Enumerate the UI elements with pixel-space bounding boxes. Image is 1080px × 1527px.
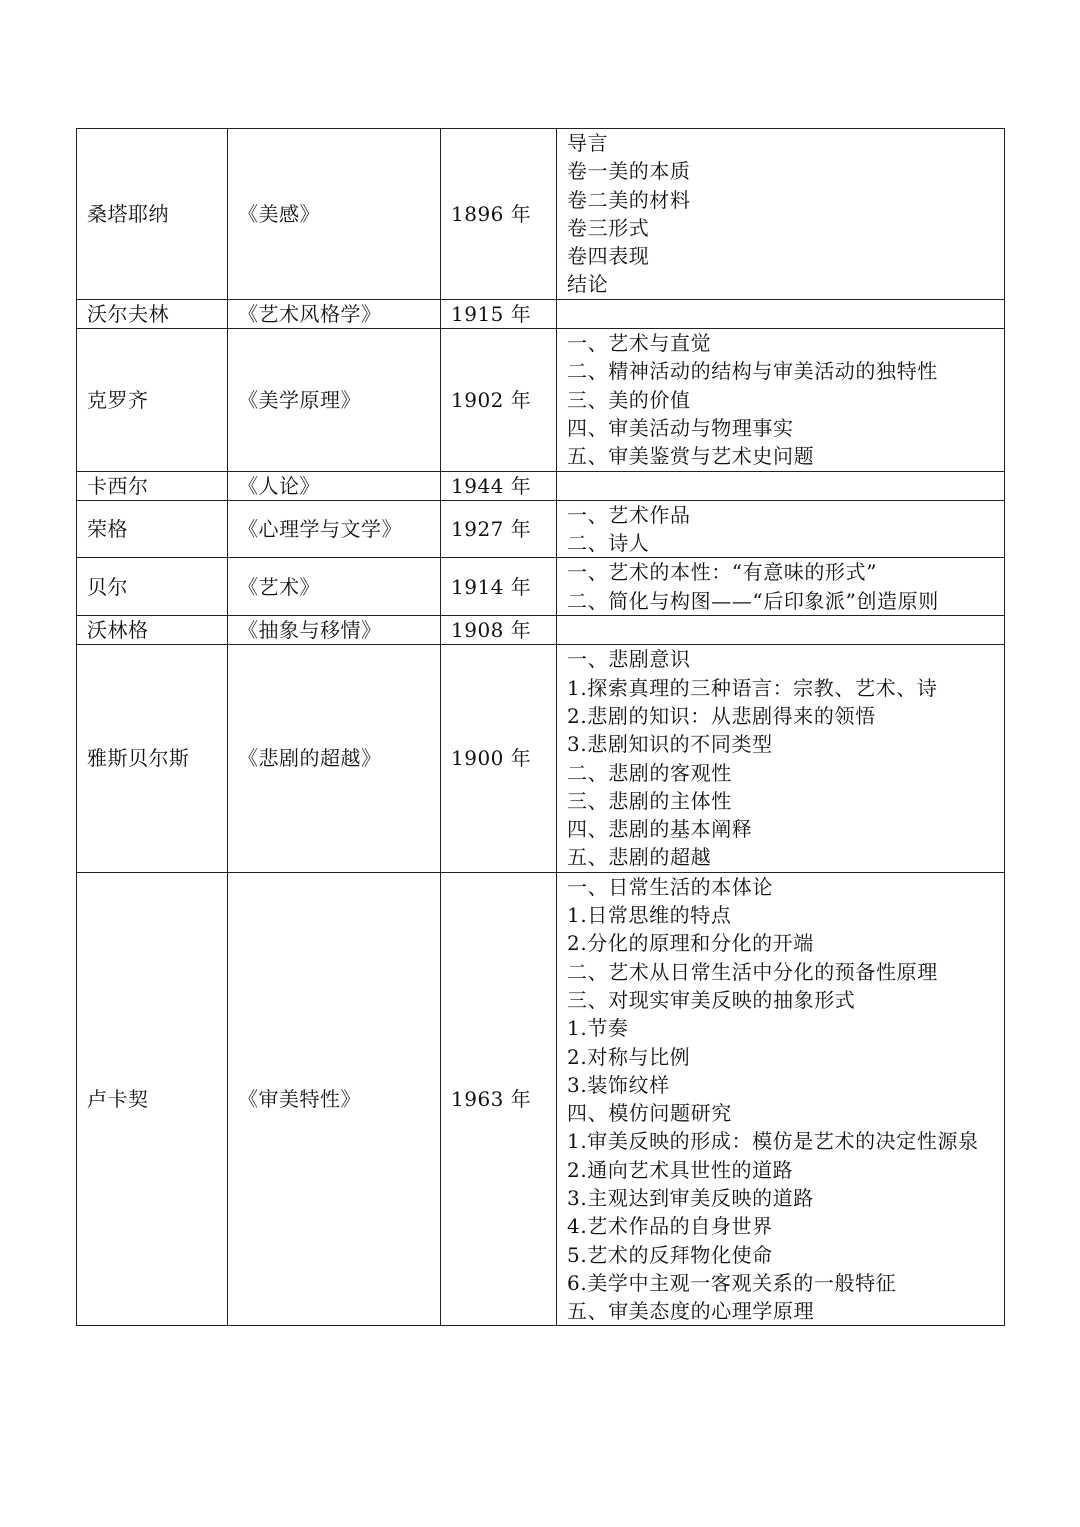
contents-line: 三、悲剧的主体性 bbox=[567, 788, 732, 813]
contents-line: 卷一美的本质 bbox=[567, 159, 691, 184]
contents-cell bbox=[557, 616, 1005, 645]
contents-line: 二、简化与构图——“后印象派”创造原则 bbox=[567, 588, 939, 613]
contents-line: 四、审美活动与物理事实 bbox=[567, 415, 794, 440]
author-cell: 卡西尔 bbox=[77, 471, 228, 500]
contents-line: 2.分化的原理和分化的开端 bbox=[567, 931, 814, 956]
contents-line: 1.探索真理的三种语言：宗教、艺术、诗 bbox=[567, 675, 938, 700]
table-row bbox=[77, 558, 1005, 616]
contents-cell bbox=[557, 558, 1005, 616]
contents-line: 二、艺术从日常生活中分化的预备性原理 bbox=[567, 959, 938, 984]
contents-line: 卷四表现 bbox=[567, 244, 650, 269]
year-cell: 1944 年 bbox=[441, 471, 557, 500]
year-cell: 1896 年 bbox=[441, 129, 557, 300]
contents-line: 四、悲剧的基本阐释 bbox=[567, 817, 753, 842]
contents-line: 4.艺术作品的自身世界 bbox=[567, 1214, 773, 1239]
contents-line: 1.审美反映的形成：模仿是艺术的决定性源泉 bbox=[567, 1129, 979, 1154]
author-cell: 荣格 bbox=[77, 500, 228, 558]
table-row bbox=[77, 329, 1005, 471]
contents-line: 1.日常思维的特点 bbox=[567, 903, 732, 928]
title-cell: 《人论》 bbox=[228, 471, 441, 500]
year-cell: 1908 年 bbox=[441, 616, 557, 645]
contents-line: 一、艺术作品 bbox=[567, 502, 691, 527]
title-cell: 《心理学与文学》 bbox=[228, 500, 441, 558]
author-cell: 沃林格 bbox=[77, 616, 228, 645]
author-cell: 贝尔 bbox=[77, 558, 228, 616]
year-cell: 1900 年 bbox=[441, 645, 557, 872]
contents-line bbox=[567, 472, 1004, 500]
contents-line: 卷二美的材料 bbox=[567, 187, 691, 212]
title-cell: 《艺术》 bbox=[228, 558, 441, 616]
contents-line: 1.节奏 bbox=[567, 1016, 629, 1041]
author-cell: 卢卡契 bbox=[77, 872, 228, 1326]
contents-line: 五、悲剧的超越 bbox=[567, 845, 712, 870]
contents-line: 一、艺术与直觉 bbox=[567, 331, 712, 356]
contents-line: 三、美的价值 bbox=[567, 387, 691, 412]
title-cell: 《悲剧的超越》 bbox=[228, 645, 441, 872]
author-cell: 沃尔夫林 bbox=[77, 299, 228, 328]
table-row bbox=[77, 616, 1005, 645]
contents-line: 四、模仿问题研究 bbox=[567, 1101, 732, 1126]
title-cell: 《抽象与移情》 bbox=[228, 616, 441, 645]
contents-line: 二、精神活动的结构与审美活动的独特性 bbox=[567, 359, 938, 384]
title-cell: 《美学原理》 bbox=[228, 329, 441, 471]
year-cell: 1927 年 bbox=[441, 500, 557, 558]
year-cell: 1915 年 bbox=[441, 299, 557, 328]
contents-line: 2.通向艺术具世性的道路 bbox=[567, 1157, 794, 1182]
table-row bbox=[77, 471, 1005, 500]
table-row bbox=[77, 645, 1005, 872]
contents-line: 2.悲剧的知识：从悲剧得来的领悟 bbox=[567, 703, 876, 728]
table-row bbox=[77, 500, 1005, 558]
author-cell: 克罗齐 bbox=[77, 329, 228, 471]
title-cell: 《美感》 bbox=[228, 129, 441, 300]
contents-cell bbox=[557, 872, 1005, 1326]
contents-line: 一、悲剧意识 bbox=[567, 647, 691, 672]
year-cell: 1963 年 bbox=[441, 872, 557, 1326]
contents-line: 5.艺术的反拜物化使命 bbox=[567, 1242, 773, 1267]
contents-line: 一、日常生活的本体论 bbox=[567, 874, 773, 899]
contents-line: 3.悲剧知识的不同类型 bbox=[567, 732, 773, 757]
contents-line: 结论 bbox=[567, 272, 609, 297]
contents-line: 二、悲剧的客观性 bbox=[567, 760, 732, 785]
contents-line: 卷三形式 bbox=[567, 215, 650, 240]
contents-cell bbox=[557, 329, 1005, 471]
aesthetics-works-table bbox=[76, 128, 1005, 1326]
contents-cell bbox=[557, 500, 1005, 558]
contents-line: 2.对称与比例 bbox=[567, 1044, 691, 1069]
contents-cell bbox=[557, 645, 1005, 872]
contents-line bbox=[567, 616, 1004, 644]
contents-line: 三、对现实审美反映的抽象形式 bbox=[567, 987, 856, 1012]
contents-line bbox=[567, 300, 1004, 328]
contents-cell bbox=[557, 471, 1005, 500]
contents-cell bbox=[557, 129, 1005, 300]
table-row bbox=[77, 299, 1005, 328]
contents-line: 二、诗人 bbox=[567, 531, 650, 556]
title-cell: 《审美特性》 bbox=[228, 872, 441, 1326]
contents-line: 3.主观达到审美反映的道路 bbox=[567, 1185, 814, 1210]
contents-line: 导言 bbox=[567, 131, 609, 155]
table-row bbox=[77, 129, 1005, 300]
contents-line: 6.美学中主观一客观关系的一般特征 bbox=[567, 1270, 897, 1295]
author-cell: 雅斯贝尔斯 bbox=[77, 645, 228, 872]
title-cell: 《艺术风格学》 bbox=[228, 299, 441, 328]
year-cell: 1902 年 bbox=[441, 329, 557, 471]
contents-cell bbox=[557, 299, 1005, 328]
contents-line: 一、艺术的本性：“有意味的形式” bbox=[567, 560, 878, 585]
contents-line: 五、审美态度的心理学原理 bbox=[567, 1299, 815, 1324]
author-cell: 桑塔耶纳 bbox=[77, 129, 228, 300]
year-cell: 1914 年 bbox=[441, 558, 557, 616]
contents-line: 3.装饰纹样 bbox=[567, 1072, 670, 1097]
table-body bbox=[77, 129, 1005, 1326]
contents-line: 五、审美鉴赏与艺术史问题 bbox=[567, 444, 815, 469]
table-row bbox=[77, 872, 1005, 1326]
